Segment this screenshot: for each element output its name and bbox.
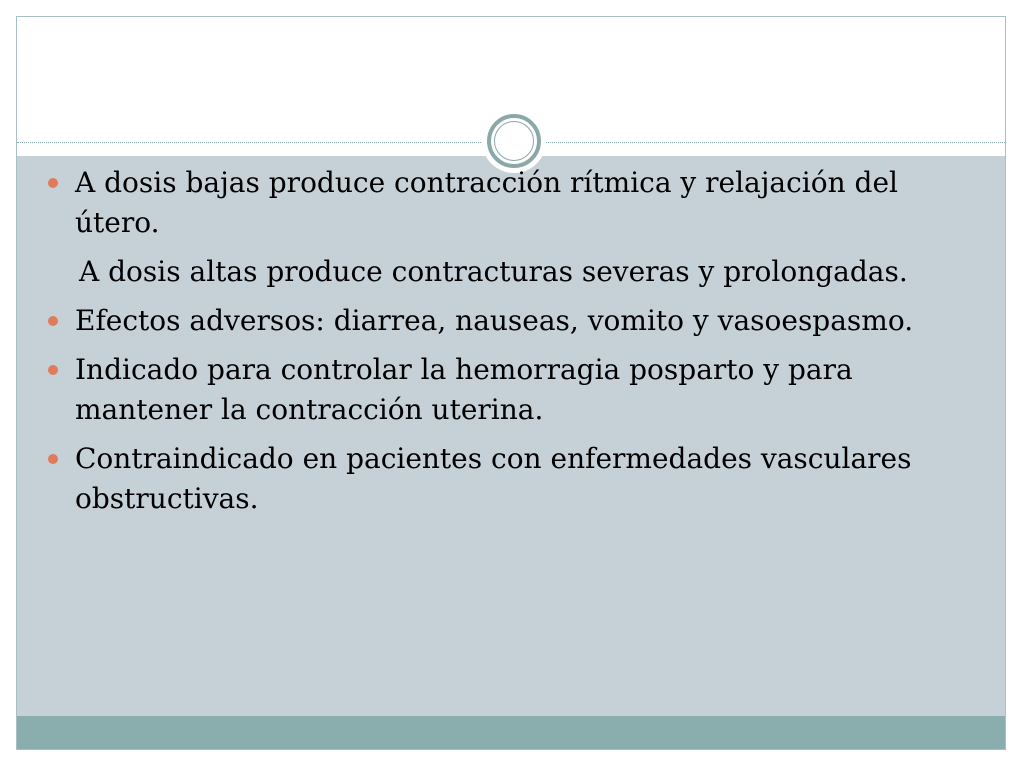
list-item <box>40 163 940 243</box>
footer-band <box>17 716 1005 750</box>
bullet-dot-icon <box>48 178 58 188</box>
bullet-dot-icon <box>48 316 58 326</box>
list-item <box>40 439 940 519</box>
list-item-text: Contraindicado en pacientes con enfermedades vasculares obstructivas. <box>75 442 912 515</box>
bullet-list <box>40 163 940 528</box>
list-item-text: Indicado para controlar la hemorragia posparto y para mantener la contracción uterina. <box>75 353 853 426</box>
circle-ornament-inner <box>494 121 534 161</box>
list-item-text: Efectos adversos: diarrea, nauseas, vomito y vasoespasmo. <box>75 304 914 337</box>
list-item <box>40 301 940 341</box>
list-item-text: A dosis altas produce contracturas severas y prolongadas. <box>79 255 908 288</box>
bullet-dot-icon <box>48 454 58 464</box>
bullet-dot-icon <box>48 365 58 375</box>
list-item-continuation <box>40 252 940 292</box>
list-item <box>40 350 940 430</box>
list-item-text: A dosis bajas produce contracción rítmica y relajación del útero. <box>75 166 898 239</box>
